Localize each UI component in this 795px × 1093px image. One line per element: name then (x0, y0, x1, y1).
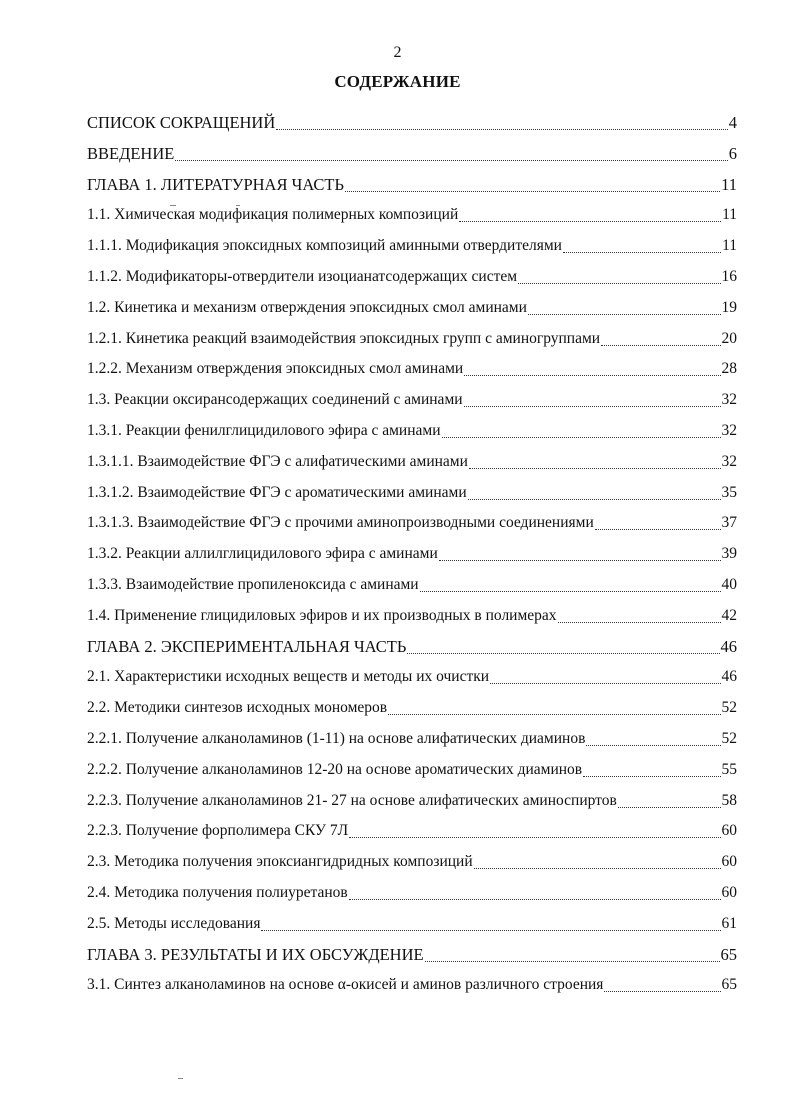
toc-entry-title: 1.1.1. Модификация эпоксидных композиций аминными отвердителями (87, 237, 562, 254)
toc-leader-dots (595, 529, 721, 530)
toc-entry[interactable] (87, 328, 737, 350)
toc-entry-page: 16 (721, 268, 737, 285)
toc-entry-page: 35 (721, 484, 737, 501)
toc-leader-dots (601, 345, 720, 346)
toc-entry-title: 1.2.2. Механизм отверждения эпоксидных смол аминами (87, 360, 464, 377)
toc-entry[interactable] (87, 944, 737, 966)
toc-entry-title: 2.2. Методики синтезов исходных мономеров (87, 699, 388, 716)
toc-entry-page: 46 (721, 668, 737, 685)
toc-entry-title: 1.3.1.2. Взаимодействие ФГЭ с ароматическими аминами (87, 484, 467, 501)
toc-entry[interactable] (87, 297, 737, 319)
toc-entry-title: 1.3.1.3. Взаимодействие ФГЭ с прочими аминопроизводными соединениями (87, 514, 594, 531)
toc-entry[interactable] (87, 174, 737, 196)
toc-leader-dots (518, 283, 720, 284)
toc-entry[interactable] (87, 605, 737, 627)
toc-entry[interactable] (87, 636, 737, 658)
toc-leader-dots (276, 129, 727, 130)
toc-entry[interactable] (87, 451, 737, 473)
toc-leader-dots (490, 683, 720, 684)
toc-entry-page: 52 (721, 730, 737, 747)
toc-entry-title: 2.1. Характеристики исходных веществ и методы их очистки (87, 668, 490, 685)
toc-leader-dots (388, 714, 720, 715)
toc-entry-page: 60 (721, 884, 737, 901)
toc-entry-page: 19 (721, 299, 737, 316)
toc-leader-dots (563, 252, 721, 253)
toc-entry-title: 1.1.2. Модификаторы-отвердители изоцианатсодержащих систем (87, 268, 518, 285)
toc-entry-title: 1.3. Реакции оксирансодержащих соединений с аминами (87, 391, 463, 408)
toc-entry[interactable] (87, 759, 737, 781)
toc-entry-page: 32 (721, 453, 737, 470)
toc-entry-title: 2.2.2. Получение алканоламинов 12-20 на основе ароматических диаминов (87, 761, 583, 778)
toc-leader-dots (349, 899, 721, 900)
toc-entry-title: 2.3. Методика получения эпоксиангидридных композиций (87, 853, 473, 870)
toc-entry-page: 11 (722, 237, 737, 254)
toc-entry-title: 1.1. Химическая модификация полимерных композиций (87, 206, 459, 223)
toc-leader-dots (459, 221, 721, 222)
scan-artifact (236, 205, 240, 206)
toc-leader-dots (464, 375, 720, 376)
page-number: 2 (393, 44, 402, 61)
toc-entry-title: ГЛАВА 2. ЭКСПЕРИМЕНТАЛЬНАЯ ЧАСТЬ (87, 637, 407, 656)
scan-artifact (178, 1078, 183, 1079)
toc-entry-title: ГЛАВА 1. ЛИТЕРАТУРНАЯ ЧАСТЬ (87, 175, 344, 194)
toc-entry-page: 65 (720, 945, 737, 964)
toc-entry[interactable] (87, 974, 737, 996)
toc-entry[interactable] (87, 728, 737, 750)
toc-entry[interactable] (87, 482, 737, 504)
page-title: СОДЕРЖАНИЕ (334, 72, 461, 91)
toc-entry-page: 60 (721, 853, 737, 870)
toc-leader-dots (349, 837, 720, 838)
toc-entry-page: 39 (721, 545, 737, 562)
toc-entry[interactable] (87, 820, 737, 842)
toc-leader-dots (586, 745, 720, 746)
toc-leader-dots (558, 622, 721, 623)
toc-entry-page: 32 (721, 422, 737, 439)
toc-entry[interactable] (87, 389, 737, 411)
toc-entry[interactable] (87, 420, 737, 442)
toc-entry-page: 20 (721, 330, 737, 347)
toc-entry-title: 1.3.2. Реакции аллилглицидилового эфира с аминами (87, 545, 438, 562)
toc-entry-page: 40 (721, 576, 737, 593)
toc-entry[interactable] (87, 143, 737, 165)
toc-leader-dots (469, 468, 721, 469)
toc-leader-dots (175, 160, 727, 161)
toc-entry[interactable] (87, 112, 737, 134)
toc-leader-dots (464, 406, 721, 407)
toc-entry[interactable] (87, 666, 737, 688)
toc-entry-page: 28 (721, 360, 737, 377)
scan-artifact (170, 205, 176, 206)
toc-entry[interactable] (87, 543, 737, 565)
toc-leader-dots (474, 868, 721, 869)
toc-entry[interactable] (87, 851, 737, 873)
toc-entry-title: 2.2.1. Получение алканоламинов (1-11) на основе алифатических диаминов (87, 730, 586, 747)
toc-leader-dots (442, 437, 721, 438)
toc-entry-title: 1.3.3. Взаимодействие пропиленоксида с аминами (87, 576, 419, 593)
toc-entry[interactable] (87, 266, 737, 288)
toc-entry[interactable] (87, 913, 737, 935)
toc-entry-title: 2.4. Методика получения полиуретанов (87, 884, 348, 901)
toc-leader-dots (528, 314, 721, 315)
toc-entry[interactable] (87, 512, 737, 534)
toc-entry-page: 46 (720, 637, 737, 656)
toc-entry[interactable] (87, 574, 737, 596)
toc-entry-title: ГЛАВА 3. РЕЗУЛЬТАТЫ И ИХ ОБСУЖДЕНИЕ (87, 945, 424, 964)
toc-entry-page: 37 (721, 514, 737, 531)
toc-entry-title: 1.2. Кинетика и механизм отверждения эпоксидных смол аминами (87, 299, 527, 316)
toc-entry-page: 65 (721, 976, 737, 993)
toc-entry-page: 42 (721, 607, 737, 624)
toc-entry-title: 1.2.1. Кинетика реакций взаимодействия эпоксидных групп с аминогруппами (87, 330, 601, 347)
toc-entry[interactable] (87, 882, 737, 904)
toc-leader-dots (425, 961, 720, 962)
toc-entry[interactable] (87, 235, 737, 257)
toc-entry-title: 1.3.1. Реакции фенилглицидилового эфира с аминами (87, 422, 441, 439)
toc-entry[interactable] (87, 697, 737, 719)
toc-leader-dots (407, 653, 719, 654)
toc-leader-dots (583, 776, 720, 777)
toc-entry-page: 61 (721, 915, 737, 932)
toc-entry[interactable] (87, 790, 737, 812)
toc-entry-page: 60 (721, 822, 737, 839)
toc-entry-page: 52 (721, 699, 737, 716)
toc-entry-title: 1.3.1.1. Взаимодействие ФГЭ с алифатическими аминами (87, 453, 468, 470)
toc-leader-dots (604, 991, 720, 992)
toc-entry-page: 11 (722, 206, 737, 223)
toc-leader-dots (345, 191, 720, 192)
toc-leader-dots (261, 930, 720, 931)
toc-entry-title: СПИСОК СОКРАЩЕНИЙ (87, 113, 276, 132)
toc-entry-title: 3.1. Синтез алканоламинов на основе α-окисей и аминов различного строения (87, 976, 604, 993)
toc-entry-page: 11 (721, 175, 737, 194)
toc-entry-page: 4 (728, 113, 737, 132)
toc-entry-page: 32 (721, 391, 737, 408)
toc-leader-dots (618, 807, 721, 808)
toc-entry-page: 6 (728, 144, 737, 163)
toc-entry-page: 55 (721, 761, 737, 778)
toc-entry-title: 2.2.3. Получение форполимера СКУ 7Л (87, 822, 349, 839)
toc-leader-dots (468, 499, 721, 500)
toc-leader-dots (420, 591, 721, 592)
toc-entry[interactable] (87, 358, 737, 380)
toc-entry-title: 2.5. Методы исследования (87, 915, 261, 932)
toc-entry[interactable] (87, 204, 737, 226)
toc-entry-title: ВВЕДЕНИЕ (87, 144, 175, 163)
toc-entry-title: 1.4. Применение глицидиловых эфиров и их производных в полимерах (87, 607, 557, 624)
toc-entry-title: 2.2.3. Получение алканоламинов 21- 27 на основе алифатических аминоспиртов (87, 792, 617, 809)
toc-leader-dots (439, 560, 721, 561)
toc-entry-page: 58 (721, 792, 737, 809)
